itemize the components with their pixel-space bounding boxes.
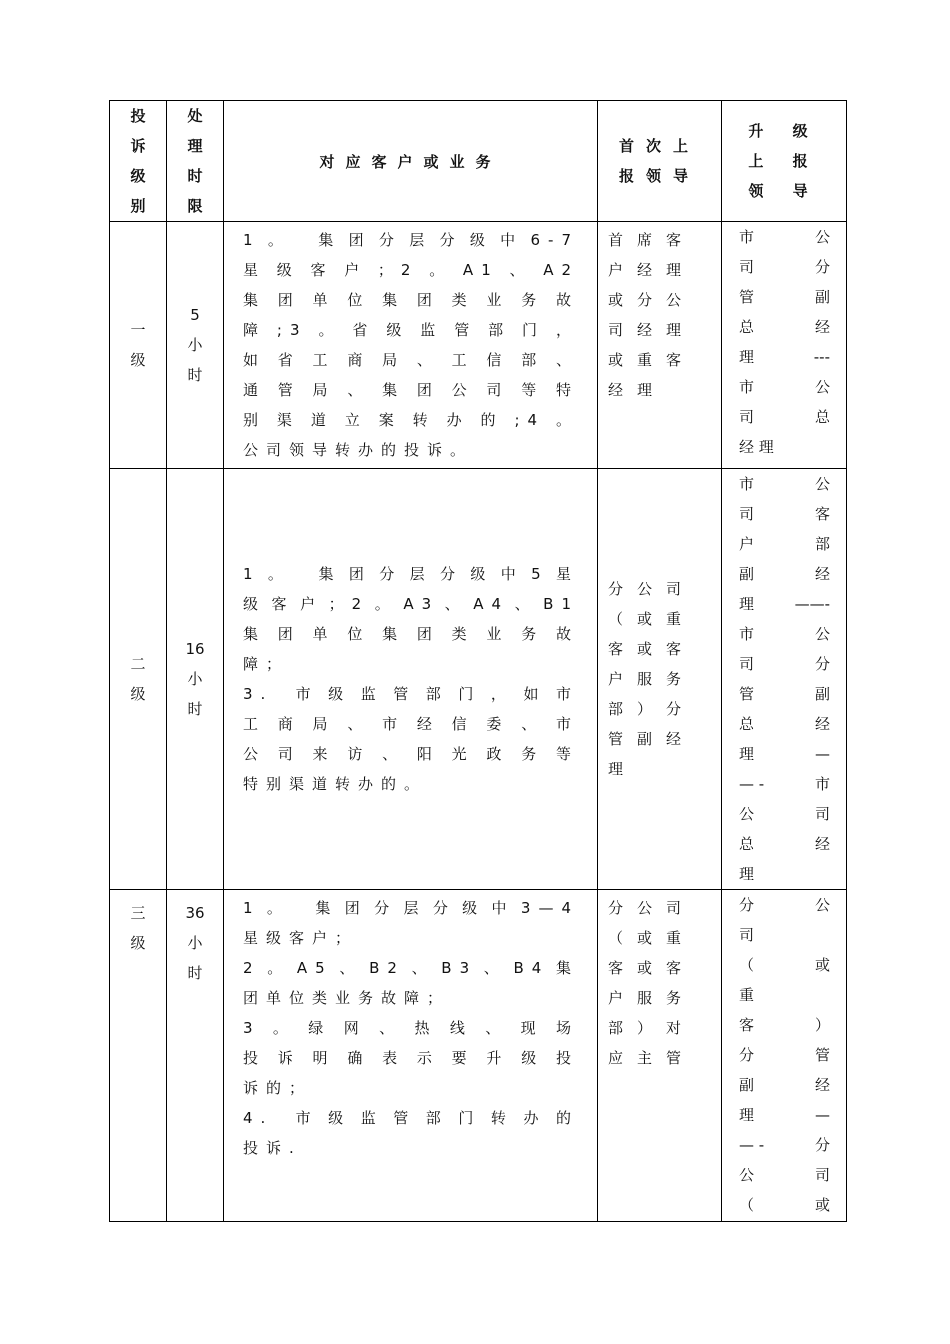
time-limit-cell [167,890,224,1222]
escalation-line [739,372,830,402]
header-time-char: 处 [187,107,203,125]
content-line: 团单位类业务故障； [243,989,451,1007]
escalation-text: （ [739,1196,755,1214]
escalation-line [739,619,830,649]
header-time-limit [167,101,224,222]
escalation-text: 经 [814,565,830,583]
content-line: 集团单位集团类业务故 [243,291,579,309]
header-time-char: 时 [187,167,203,185]
escalation-text: 经 [814,1076,830,1094]
complaint-level-table [109,100,847,1222]
time-limit-cell [167,469,224,890]
complaint-level-char: 级 [130,351,146,369]
content-line: 投诉明确表示要升级投 [243,1049,579,1067]
complaint-level-cell [110,469,167,890]
escalation-line [739,1160,830,1190]
content-line: 1。 集团分层分级中6-7 [243,231,579,249]
escalation-text: --- [813,348,830,366]
escalation-text: 经 [814,715,830,733]
escalation-line [739,920,830,950]
escalation-text: 客 [814,505,830,523]
escalation-line [739,1070,830,1100]
escalation-text: 市 [739,475,755,493]
escalation-text: 公 [814,228,830,246]
escalation-leader-cell [722,469,847,890]
complaint-level-cell [110,222,167,469]
content-line: 集团单位集团类业务故 [243,625,579,643]
escalation-line [739,950,830,980]
escalation-text: 总 [739,318,755,336]
complaint-level-char: 三 [130,904,146,922]
escalation-text: 司 [739,505,755,523]
time-limit-char: 时 [187,700,203,718]
content-line: 障;3。省级监管部门， [243,321,579,339]
escalation-text: — - [739,1136,765,1154]
customer-business-cell [224,222,598,469]
time-limit-char: 时 [187,366,203,384]
escalation-text: 市 [814,775,830,793]
header-first-report [598,101,722,222]
complaint-level-char: 级 [130,934,146,952]
header-level-char: 别 [130,197,146,215]
escalation-text: ） [814,1016,830,1034]
escalation-text: 司 [814,1166,830,1184]
escalation-text: 公 [739,805,755,823]
escalation-text: 经 理 [739,438,774,456]
escalation-line [739,1130,830,1160]
escalation-line [739,499,830,529]
escalation-text: 公 [814,896,830,914]
content-line: 3。绿网、热线、现场 [243,1019,579,1037]
escalation-line [739,469,830,499]
escalation-text: ——- [794,595,830,613]
content-line: 通管局、集团公司等特 [243,381,579,399]
customer-business-cell [224,469,598,890]
header-level-char: 级 [130,167,146,185]
escalation-text: 理 [739,865,755,883]
escalation-line [739,222,830,252]
escalation-line [739,432,830,462]
escalation-line [739,769,830,799]
header-content: 对应客户或业务 [224,101,598,222]
content-line: 特别渠道转办的。 [243,775,428,793]
content-line: 工商局、市经信委、市 [243,715,579,733]
escalation-line [739,799,830,829]
first-report-leader-cell: 分公司（或重客或客户服务部）对应主管 [598,890,722,1222]
escalation-line [739,282,830,312]
escalation-line [739,980,830,1010]
escalation-text: 理 [739,348,755,366]
escalation-leader-cell [722,222,847,469]
escalation-line [739,402,830,432]
escalation-line [739,859,830,889]
escalation-text: 理 [739,595,755,613]
escalation-text: 总 [814,408,830,426]
escalation-text: 管 [739,685,755,703]
escalation-text: 公 [814,475,830,493]
complaint-level-char: 一 [130,321,146,339]
escalation-text: 副 [739,1076,755,1094]
header-first-report-line: 首次上 [618,137,700,155]
content-line: 诉的； [243,1079,313,1097]
escalation-text: — - [739,775,765,793]
content-line: 级客户；2。A3、A4、B1 [243,595,579,613]
customer-business-cell [224,890,598,1222]
escalation-text: 司 [739,408,755,426]
escalation-text: 市 [739,625,755,643]
escalation-text: 分 [814,1136,830,1154]
complaint-level-char: 级 [130,685,146,703]
time-limit-char: 小 [187,336,203,354]
escalation-text: 理 [739,1106,755,1124]
escalation-line [739,739,830,769]
header-time-char: 理 [187,137,203,155]
escalation-text: 客 [739,1016,755,1034]
escalation-leader-cell [722,890,847,1222]
escalation-text: 公 [814,625,830,643]
header-level-char: 诉 [130,137,146,155]
header-level [110,101,167,222]
header-escalate-line: 升 级 [748,122,820,140]
escalation-text: 经 [814,835,830,853]
complaint-level-cell [110,890,167,1222]
escalation-text: 部 [814,535,830,553]
first-report-leader-cell: 首席客户经理或分公司经理或重客经理 [598,222,722,469]
escalation-line [739,1040,830,1070]
time-limit-cell [167,222,224,469]
escalation-line [739,559,830,589]
header-escalate [722,101,847,222]
escalation-text: 司 [739,258,755,276]
content-line: 别渠道立案转办的;4。 [243,411,579,429]
time-limit-char: 5 [190,306,200,324]
escalation-text: 经 [814,318,830,336]
escalation-text: 司 [739,655,755,673]
header-escalate-line: 领 导 [748,182,820,200]
escalation-line [739,1010,830,1040]
escalation-text: 副 [814,288,830,306]
escalation-line [739,890,830,920]
escalation-text: 分 [739,896,755,914]
content-line: 1。 集团分层分级中3—4 [243,899,579,917]
header-row [110,101,847,222]
escalation-text: 副 [739,565,755,583]
table-row [110,890,847,1222]
content-line: 2。A5、B2、B3、B4集 [243,959,579,977]
time-limit-char: 36 [185,904,205,922]
content-line: 4. 市级监管部门转办的 [243,1109,579,1127]
escalation-line [739,312,830,342]
escalation-text: 总 [739,715,755,733]
content-line: 公司来访、阳光政务等 [243,745,579,763]
escalation-text: 户 [739,535,755,553]
content-line: 障； [243,655,290,673]
header-level-char: 投 [130,107,146,125]
escalation-line [739,342,830,372]
escalation-text: — [815,745,830,763]
content-line: 3. 市级监管部门，如市 [243,685,579,703]
escalation-text: 分 [739,1046,755,1064]
escalation-line [739,829,830,859]
escalation-line [739,1100,830,1130]
content-line: 1。 集团分层分级中5星 [243,565,579,583]
escalation-text: 或 [814,1196,830,1214]
escalation-line [739,679,830,709]
escalation-text: 分 [814,258,830,276]
escalation-text: 管 [814,1046,830,1064]
time-limit-char: 小 [187,670,203,688]
escalation-text: 或 [814,956,830,974]
escalation-text: 总 [739,835,755,853]
escalation-text: — [815,1106,830,1124]
escalation-text: 司 [814,805,830,823]
table-row [110,222,847,469]
complaint-level-char: 二 [130,655,146,673]
header-time-char: 限 [187,197,203,215]
escalation-line [739,649,830,679]
escalation-text: 公 [739,1166,755,1184]
content-line: 星级客户；2。A1、A2 [243,261,579,279]
escalation-text: 分 [814,655,830,673]
content-line: 投诉. [243,1139,302,1157]
escalation-text: （ [739,956,755,974]
time-limit-char: 时 [187,964,203,982]
escalation-line [739,1190,830,1220]
time-limit-char: 16 [185,640,205,658]
escalation-line [739,529,830,559]
table-row [110,469,847,890]
escalation-line [739,252,830,282]
escalation-text: 公 [814,378,830,396]
content-line: 如省工商局、工信部、 [243,351,579,369]
escalation-text: 司 [739,926,755,944]
escalation-text: 理 [739,745,755,763]
escalation-line [739,589,830,619]
header-first-report-line: 报领导 [618,167,700,185]
escalation-text: 市 [739,228,755,246]
content-line: 星级客户； [243,929,359,947]
escalation-text: 重 [739,986,755,1004]
escalation-text: 市 [739,378,755,396]
first-report-leader-cell: 分公司（或重客或客户服务部）分管副经理 [598,469,722,890]
time-limit-char: 小 [187,934,203,952]
escalation-line [739,709,830,739]
header-escalate-line: 上 报 [748,152,820,170]
escalation-text: 副 [814,685,830,703]
content-line: 公司领导转办的投诉。 [243,441,474,459]
escalation-text: 管 [739,288,755,306]
